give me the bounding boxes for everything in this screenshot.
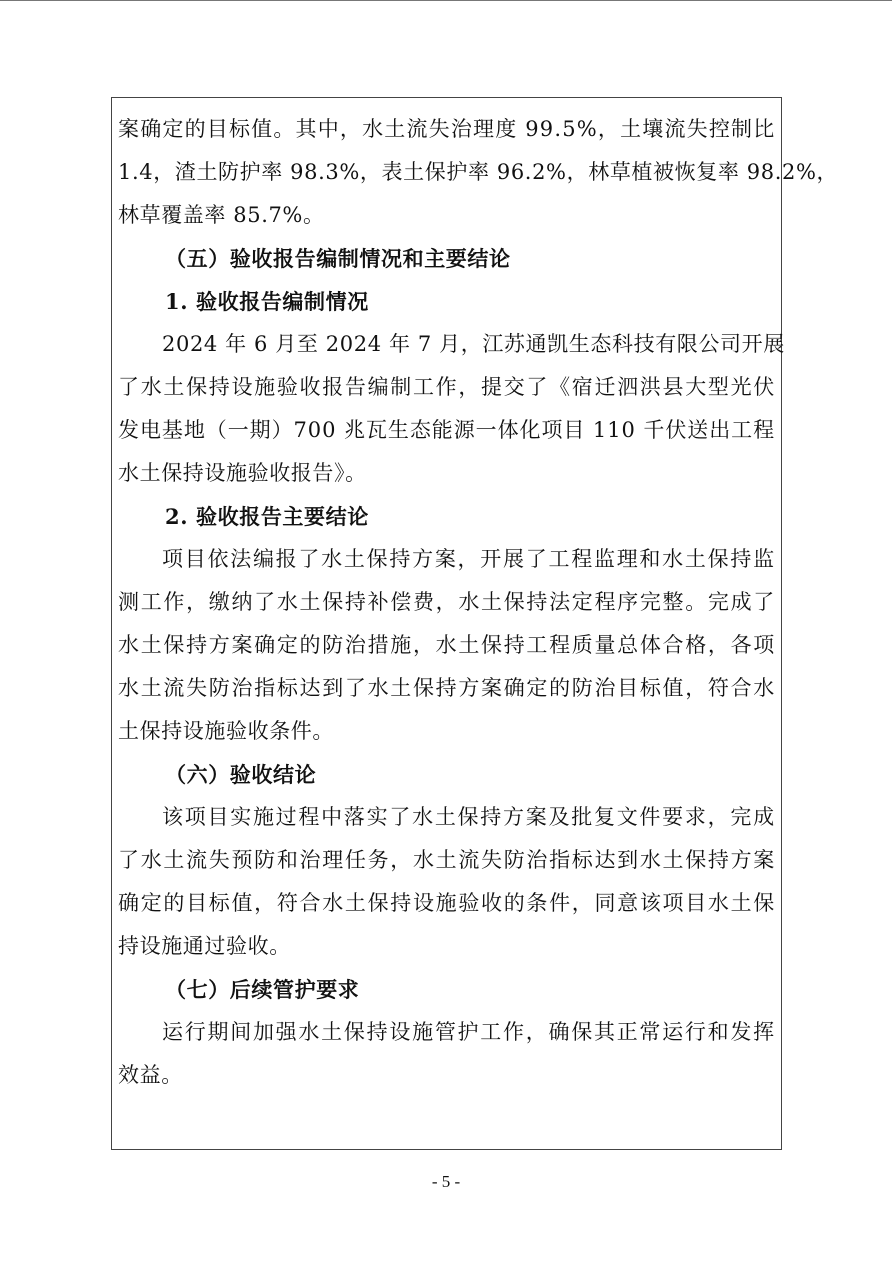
paragraph-line: 效益。	[118, 1063, 183, 1087]
paragraph-line: 了 水 土 流 失 预 防 和 治 理 任 务 ， 水 土 流 失 防 治 指 标 达 到 水 土 保 持 方 案	[118, 848, 775, 872]
paragraph-line: 确 定 的 目 标 值 ， 符 合 水 土 保 持 设 施 验 收 的 条 件 ， 同 意 该 项 目 水 土 保	[118, 891, 775, 915]
section-heading: （五）验收报告编制情况和主要结论	[165, 246, 511, 271]
paragraph-line: 了 水 土 保 持 设 施 验 收 报 告 编 制 工 作 ， 提 交 了 《 宿 迁 泗 洪 县 大 型 光 伏	[118, 375, 775, 399]
paragraph-line: 测 工 作 ， 缴 纳 了 水 土 保 持 补 偿 费 ， 水 土 保 持 法 定 程 序 完 整 。 完 成 了	[118, 590, 775, 614]
document-body	[118, 108, 839, 1097]
subsection-heading: 1. 验收报告编制情况	[165, 289, 369, 314]
paragraph-line: 土保持设施验收条件。	[118, 719, 334, 743]
paragraph-line: 运 行 期 间 加 强 水 土 保 持 设 施 管 护 工 作 ， 确 保 其 正 常 运 行 和 发 挥	[162, 1020, 775, 1044]
paragraph-line: 水 土 保 持 方 案 确 定 的 防 治 措 施 ， 水 土 保 持 工 程 质 量 总 体 合 格 ， 各 项	[118, 633, 775, 657]
paragraph-line: 该 项 目 实 施 过 程 中 落 实 了 水 土 保 持 方 案 及 批 复 文 件 要 求 ， 完 成	[162, 805, 775, 829]
paragraph-line: 水 土 流 失 防 治 指 标 达 到 了 水 土 保 持 方 案 确 定 的 防 治 目 标 值 ， 符 合 水	[118, 676, 775, 700]
paragraph-line: 水土保持设施验收报告》。	[118, 461, 367, 485]
top-rule	[0, 0, 892, 1]
paragraph-line: 1 . 4 ， 渣 土 防 护 率 9 8 . 3 % ， 表 土 保 护 率 9 6 . 2 % ， 林 草 植 被 恢 复 率 9 8 . 2 % ，	[118, 160, 839, 184]
paragraph-line: 林草覆盖率 85.7%。	[118, 203, 325, 227]
section-heading: （六）验收结论	[165, 762, 317, 787]
paragraph-line: 2 0 2 4 年 6 月 至 2 0 2 4 年 7 月 ， 江 苏 通 凯 生 态 科 技 有 限 公 司 开 展	[162, 332, 785, 356]
paragraph-line: 发 电 基 地 （ 一 期 ） 7 0 0 兆 瓦 生 态 能 源 一 体 化 项 目 1 1 0 千 伏 送 出 工 程	[118, 418, 775, 442]
page-number: - 5 -	[431, 1172, 461, 1191]
paragraph-line: 持设施通过验收。	[118, 934, 291, 958]
section-heading: （七）后续管护要求	[165, 977, 360, 1002]
paragraph-line: 项 目 依 法 编 报 了 水 土 保 持 方 案 ， 开 展 了 工 程 监 理 和 水 土 保 持 监	[162, 547, 775, 571]
subsection-heading: 2. 验收报告主要结论	[165, 504, 369, 529]
paragraph-line: 案 确 定 的 目 标 值 。 其 中 ， 水 土 流 失 治 理 度 9 9 . 5 % ， 土 壤 流 失 控 制 比	[118, 117, 775, 141]
